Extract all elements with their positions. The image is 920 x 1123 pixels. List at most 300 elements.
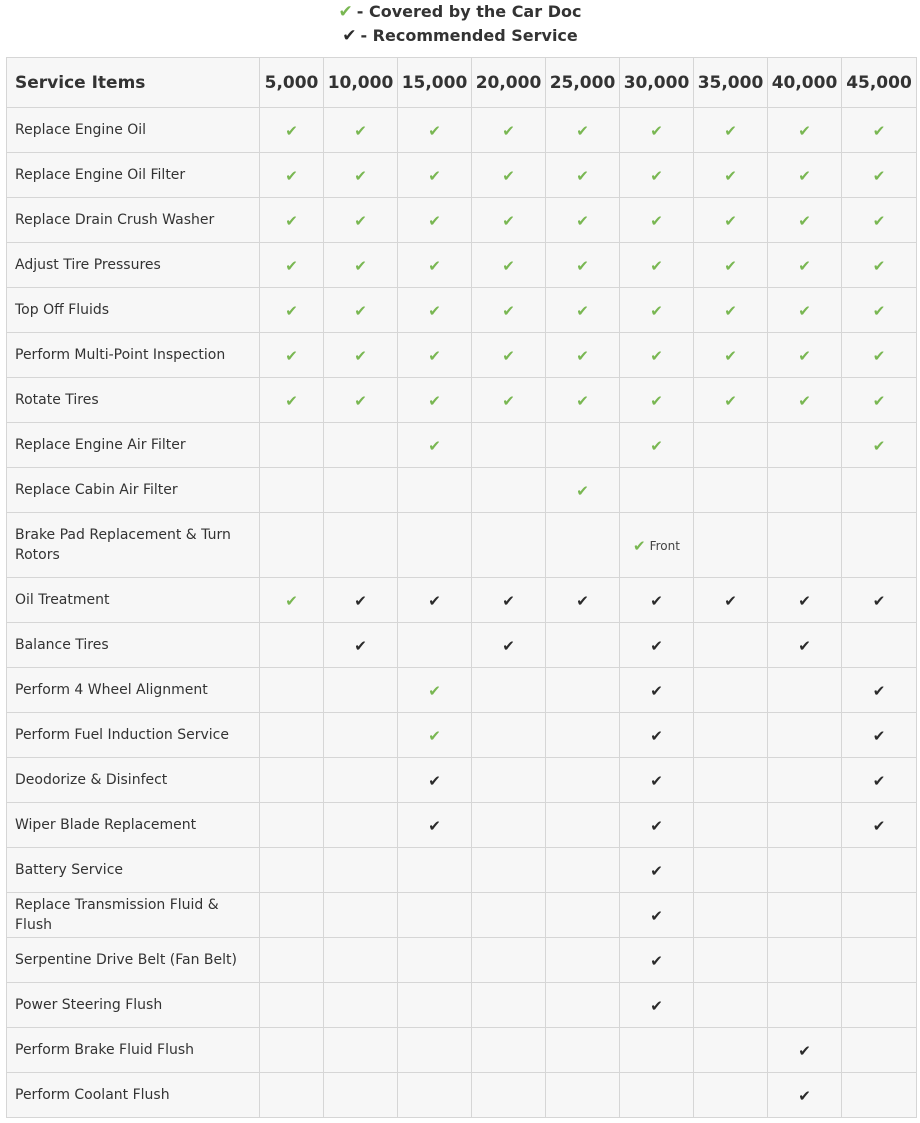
schedule-cell [472, 198, 546, 243]
check-icon-dark: ✔ [502, 591, 515, 610]
schedule-cell [620, 713, 694, 758]
table-row [7, 513, 917, 578]
cell-content [428, 816, 441, 835]
schedule-cell [842, 803, 917, 848]
header-mileage: 25,000 [546, 58, 620, 108]
header-mileage: 5,000 [260, 58, 324, 108]
cell-content [650, 391, 663, 410]
schedule-cell [398, 468, 472, 513]
table-row [7, 668, 917, 713]
schedule-cell [620, 378, 694, 423]
check-icon-green: ✔ [724, 391, 737, 410]
check-icon-green: ✔ [428, 256, 441, 275]
check-icon-green: ✔ [428, 681, 441, 700]
schedule-cell [324, 423, 398, 468]
check-icon-green: ✔ [872, 166, 886, 185]
schedule-cell [260, 803, 324, 848]
schedule-cell [472, 623, 546, 668]
cell-content [285, 166, 298, 185]
schedule-cell [324, 938, 398, 983]
cell-content [428, 591, 441, 610]
schedule-cell [620, 468, 694, 513]
cell-content [502, 391, 515, 410]
service-item-label: Replace Engine Oil Filter [7, 153, 260, 198]
schedule-cell [620, 668, 694, 713]
schedule-cell [694, 1028, 768, 1073]
schedule-cell [398, 153, 472, 198]
service-item-label: Replace Engine Oil [7, 108, 260, 153]
schedule-cell [842, 758, 917, 803]
schedule-cell [472, 1028, 546, 1073]
cell-content [428, 121, 441, 140]
schedule-cell [324, 578, 398, 623]
check-icon-green: ✔ [428, 346, 441, 365]
cell-content [285, 301, 298, 320]
service-item-label: Balance Tires [7, 623, 260, 668]
check-icon-green: ✔ [428, 211, 441, 230]
schedule-cell [620, 578, 694, 623]
check-icon-green: ✔ [872, 436, 886, 455]
schedule-cell [260, 713, 324, 758]
check-icon-green: ✔ [798, 256, 811, 275]
check-icon-dark: ✔ [650, 816, 663, 835]
check-icon-green: ✔ [428, 436, 441, 455]
cell-content [872, 211, 886, 230]
check-icon-dark: ✔ [650, 591, 663, 610]
check-icon-green: ✔ [502, 346, 515, 365]
check-icon-green: ✔ [576, 346, 589, 365]
schedule-cell [620, 423, 694, 468]
schedule-cell [260, 198, 324, 243]
schedule-cell [694, 1073, 768, 1118]
schedule-cell [260, 668, 324, 713]
cell-content [428, 436, 441, 455]
schedule-cell [694, 378, 768, 423]
check-icon-green: ✔ [502, 256, 515, 275]
cell-content [650, 636, 663, 655]
check-icon-green: ✔ [724, 166, 737, 185]
cell-content [872, 771, 886, 790]
cell-content [428, 301, 441, 320]
service-item-label: Serpentine Drive Belt (Fan Belt) [7, 938, 260, 983]
schedule-cell [324, 1028, 398, 1073]
schedule-cell [260, 378, 324, 423]
schedule-cell [768, 423, 842, 468]
schedule-cell [842, 668, 917, 713]
service-item-label: Adjust Tire Pressures [7, 243, 260, 288]
legend [0, 0, 920, 52]
schedule-cell [398, 848, 472, 893]
schedule-cell [546, 803, 620, 848]
cell-content [798, 211, 811, 230]
cell-content [354, 301, 367, 320]
check-icon-dark: ✔ [650, 861, 663, 880]
schedule-cell [260, 893, 324, 938]
cell-content [798, 166, 811, 185]
service-item-label: Battery Service [7, 848, 260, 893]
schedule-cell [260, 108, 324, 153]
cell-content [650, 771, 663, 790]
cell-content [872, 726, 886, 745]
check-icon-dark: ✔ [724, 591, 737, 610]
schedule-cell [842, 378, 917, 423]
header-mileage: 45,000 [842, 58, 917, 108]
schedule-cell [768, 198, 842, 243]
cell-content [650, 906, 663, 925]
schedule-cell [768, 668, 842, 713]
cell-content [650, 256, 663, 275]
schedule-cell [324, 513, 398, 578]
cell-content [798, 391, 811, 410]
schedule-cell [472, 108, 546, 153]
check-icon-green: ✔ [650, 301, 663, 320]
cell-content [428, 391, 441, 410]
service-schedule-table [6, 57, 917, 1118]
schedule-cell [472, 378, 546, 423]
check-icon-green: ✔ [798, 301, 811, 320]
check-icon-dark: ✔ [428, 771, 441, 790]
legend-covered [0, 2, 920, 21]
cell-content [798, 636, 811, 655]
schedule-cell [768, 378, 842, 423]
check-icon-green: ✔ [354, 166, 367, 185]
cell-content [285, 391, 298, 410]
schedule-cell [260, 513, 324, 578]
service-item-label: Brake Pad Replacement & Turn Rotors [7, 513, 260, 578]
schedule-cell [620, 848, 694, 893]
check-icon-green: ✔ [872, 256, 886, 275]
table-row [7, 153, 917, 198]
schedule-cell [398, 938, 472, 983]
cell-content [428, 166, 441, 185]
cell-content [724, 591, 737, 610]
cell-content [502, 256, 515, 275]
cell-content [724, 391, 737, 410]
cell-content [650, 951, 663, 970]
table-row [7, 758, 917, 803]
schedule-cell [324, 803, 398, 848]
schedule-cell [620, 803, 694, 848]
table-row [7, 1073, 917, 1118]
cell-content [798, 1041, 811, 1060]
cell-content [285, 211, 298, 230]
cell-content [576, 301, 589, 320]
check-icon-dark: ✔ [798, 591, 811, 610]
schedule-cell [324, 198, 398, 243]
table-row [7, 243, 917, 288]
table-row [7, 713, 917, 758]
schedule-cell [260, 1073, 324, 1118]
check-icon-green: ✔ [576, 166, 589, 185]
cell-content [650, 861, 663, 880]
schedule-cell [472, 803, 546, 848]
cell-content [576, 211, 589, 230]
schedule-cell [260, 243, 324, 288]
header-row [7, 58, 917, 108]
check-icon-dark: ✔ [650, 951, 663, 970]
cell-content [354, 636, 367, 655]
schedule-cell [398, 803, 472, 848]
schedule-cell [260, 288, 324, 333]
schedule-cell [472, 578, 546, 623]
schedule-cell [260, 333, 324, 378]
check-icon-green: ✔ [576, 121, 589, 140]
schedule-cell [620, 938, 694, 983]
schedule-cell [842, 243, 917, 288]
schedule-cell [398, 423, 472, 468]
schedule-cell [694, 623, 768, 668]
schedule-cell [842, 938, 917, 983]
schedule-cell [260, 153, 324, 198]
schedule-cell [398, 108, 472, 153]
header-mileage: 35,000 [694, 58, 768, 108]
schedule-cell [324, 243, 398, 288]
header-mileage: 30,000 [620, 58, 694, 108]
schedule-cell [260, 848, 324, 893]
cell-content [576, 121, 589, 140]
schedule-cell [694, 243, 768, 288]
cell-content [285, 256, 298, 275]
schedule-cell [842, 1073, 917, 1118]
check-icon-green: ✔ [502, 211, 515, 230]
table-row [7, 983, 917, 1028]
check-icon-green: ✔ [724, 301, 737, 320]
schedule-cell [768, 468, 842, 513]
cell-content [872, 681, 886, 700]
check-icon-green: ✔ [338, 2, 353, 22]
schedule-cell [842, 468, 917, 513]
schedule-cell [472, 423, 546, 468]
schedule-cell [324, 468, 398, 513]
table-row [7, 423, 917, 468]
schedule-cell [260, 758, 324, 803]
schedule-cell [398, 288, 472, 333]
cell-content [576, 166, 589, 185]
cell-content [502, 121, 515, 140]
schedule-cell [260, 468, 324, 513]
schedule-cell [768, 578, 842, 623]
schedule-cell [324, 108, 398, 153]
check-icon-green: ✔ [285, 346, 298, 365]
schedule-cell [546, 423, 620, 468]
table-row [7, 333, 917, 378]
schedule-cell [260, 423, 324, 468]
cell-content [650, 996, 663, 1015]
schedule-cell [398, 333, 472, 378]
check-icon-dark: ✔ [354, 636, 367, 655]
cell-content [576, 591, 589, 610]
schedule-cell [398, 513, 472, 578]
cell-content [872, 436, 886, 455]
check-icon-green: ✔ [285, 211, 298, 230]
check-icon-green: ✔ [650, 391, 663, 410]
check-icon-dark: ✔ [798, 1041, 811, 1060]
table-body [7, 108, 917, 1118]
table-row [7, 288, 917, 333]
schedule-cell [620, 983, 694, 1028]
cell-content [428, 681, 441, 700]
cell-content [354, 121, 367, 140]
check-icon-green: ✔ [428, 391, 441, 410]
schedule-cell [546, 938, 620, 983]
schedule-cell [842, 153, 917, 198]
check-icon-green: ✔ [650, 256, 663, 275]
check-icon-green: ✔ [354, 121, 367, 140]
check-icon-green: ✔ [354, 256, 367, 275]
schedule-cell [694, 468, 768, 513]
schedule-cell [768, 1028, 842, 1073]
check-icon-green: ✔ [354, 211, 367, 230]
cell-content [872, 166, 886, 185]
schedule-cell [472, 758, 546, 803]
check-icon-dark: ✔ [872, 771, 886, 790]
service-item-label: Perform Multi-Point Inspection [7, 333, 260, 378]
cell-content [576, 391, 589, 410]
schedule-cell [472, 243, 546, 288]
cell-content [285, 346, 298, 365]
cell-content [872, 591, 886, 610]
schedule-cell [620, 513, 694, 578]
cell-content [724, 211, 737, 230]
schedule-cell [768, 513, 842, 578]
check-icon-green: ✔ [798, 166, 811, 185]
cell-content [872, 391, 886, 410]
schedule-cell [694, 893, 768, 938]
schedule-cell [620, 198, 694, 243]
cell-content [872, 816, 886, 835]
schedule-cell [842, 893, 917, 938]
schedule-cell [694, 153, 768, 198]
check-icon-green: ✔ [576, 481, 589, 500]
cell-content [428, 726, 441, 745]
check-icon-dark: ✔ [798, 636, 811, 655]
schedule-cell [472, 153, 546, 198]
schedule-cell [260, 623, 324, 668]
check-icon-green: ✔ [872, 211, 886, 230]
schedule-cell [768, 108, 842, 153]
cell-content [724, 121, 737, 140]
schedule-cell [768, 758, 842, 803]
table-row [7, 578, 917, 623]
cell-content [872, 256, 886, 275]
schedule-cell [546, 758, 620, 803]
schedule-cell [260, 983, 324, 1028]
schedule-cell [842, 513, 917, 578]
legend-recommended [0, 26, 920, 45]
check-icon-dark: ✔ [872, 726, 886, 745]
check-icon-green: ✔ [798, 391, 811, 410]
cell-content [354, 391, 367, 410]
check-icon-dark: ✔ [650, 906, 663, 925]
schedule-cell [620, 1028, 694, 1073]
check-icon-dark: ✔ [650, 996, 663, 1015]
schedule-cell [398, 243, 472, 288]
header-mileage: 40,000 [768, 58, 842, 108]
cell-content [502, 166, 515, 185]
schedule-cell [694, 108, 768, 153]
check-icon-dark: ✔ [428, 591, 441, 610]
schedule-cell [768, 623, 842, 668]
check-icon-green: ✔ [798, 121, 811, 140]
cell-content [798, 591, 811, 610]
check-icon-dark: ✔ [650, 771, 663, 790]
cell-content [798, 346, 811, 365]
schedule-cell [842, 423, 917, 468]
schedule-cell [324, 758, 398, 803]
table-row [7, 938, 917, 983]
schedule-cell [398, 1073, 472, 1118]
schedule-cell [620, 893, 694, 938]
schedule-cell [324, 713, 398, 758]
cell-content [502, 591, 515, 610]
check-icon-green: ✔ [428, 166, 441, 185]
schedule-cell [694, 983, 768, 1028]
service-item-label: Replace Engine Air Filter [7, 423, 260, 468]
cell-content [650, 211, 663, 230]
schedule-cell [768, 153, 842, 198]
schedule-cell [546, 668, 620, 713]
cell-content [798, 1086, 811, 1105]
schedule-cell [842, 713, 917, 758]
schedule-cell [546, 468, 620, 513]
schedule-cell [398, 893, 472, 938]
service-item-label: Wiper Blade Replacement [7, 803, 260, 848]
check-icon-dark: ✔ [872, 591, 886, 610]
service-item-label: Top Off Fluids [7, 288, 260, 333]
cell-content [354, 166, 367, 185]
check-icon-dark: ✔ [798, 1086, 811, 1105]
cell-content [650, 816, 663, 835]
schedule-cell [694, 578, 768, 623]
check-icon-green: ✔ [576, 211, 589, 230]
header-service-items: Service Items [7, 58, 260, 108]
schedule-cell [472, 468, 546, 513]
cell-content [502, 346, 515, 365]
schedule-cell [324, 668, 398, 713]
table-row [7, 893, 917, 938]
check-icon-green: ✔ [285, 301, 298, 320]
schedule-cell [546, 578, 620, 623]
table-row [7, 468, 917, 513]
schedule-cell [324, 288, 398, 333]
schedule-cell [546, 848, 620, 893]
cell-content [724, 166, 737, 185]
cell-content [724, 301, 737, 320]
check-icon-dark: ✔ [650, 681, 663, 700]
check-icon-green: ✔ [633, 536, 646, 555]
check-icon-green: ✔ [354, 391, 367, 410]
schedule-cell [694, 198, 768, 243]
check-icon-green: ✔ [502, 301, 515, 320]
check-icon-green: ✔ [650, 166, 663, 185]
schedule-cell [768, 288, 842, 333]
schedule-cell [546, 893, 620, 938]
service-item-label: Perform 4 Wheel Alignment [7, 668, 260, 713]
check-icon-green: ✔ [285, 391, 298, 410]
check-icon-green: ✔ [872, 121, 886, 140]
check-icon-green: ✔ [798, 211, 811, 230]
service-item-label: Deodorize & Disinfect [7, 758, 260, 803]
check-icon-dark: ✔ [342, 26, 357, 46]
schedule-cell [768, 333, 842, 378]
table-row [7, 848, 917, 893]
cell-content [650, 681, 663, 700]
cell-content [428, 256, 441, 275]
table-row [7, 803, 917, 848]
cell-content [650, 346, 663, 365]
schedule-cell [398, 713, 472, 758]
service-item-label: Replace Cabin Air Filter [7, 468, 260, 513]
